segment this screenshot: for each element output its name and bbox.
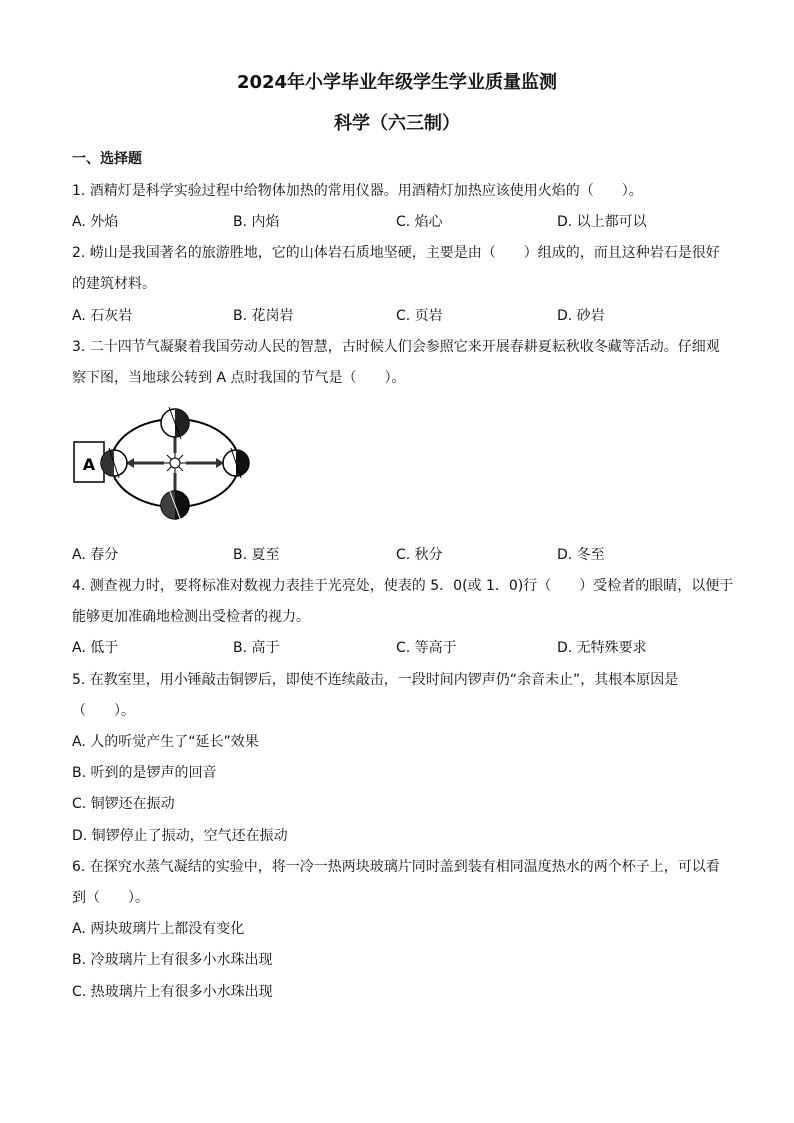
question-3-text: 3. 二十四节气凝聚着我国劳动人民的智慧，古时候人们会参照它来开展春耕夏耘秋收冬藏等活动。仔细观 — [72, 339, 720, 355]
question-6-text: 6. 在探究水蒸气凝结的实验中，将一冷一热两块玻璃片同时盖到装有相同温度热水的两个杯子上，可以看 — [72, 859, 720, 875]
exam-subtitle: 科学（六三制） — [334, 113, 460, 134]
question-2-text-cont: 的建筑材料。 — [72, 276, 156, 292]
option-a[interactable]: A. 外焰 — [72, 214, 119, 230]
question-4-options — [0, 638, 794, 658]
question-6-text-cont: 到（ ）。 — [72, 890, 149, 906]
option-c[interactable]: C. 等高于 — [396, 640, 457, 656]
section-heading: 一、选择题 — [72, 151, 142, 167]
question-5-text-cont: （ ）。 — [72, 703, 135, 719]
option-c[interactable]: C. 焰心 — [396, 214, 443, 230]
question-5-option-a[interactable]: A. 人的听觉产生了“延长”效果 — [72, 734, 259, 750]
option-a[interactable]: A. 春分 — [72, 547, 119, 563]
earth-top — [161, 407, 189, 439]
question-5-option-d[interactable]: D. 铜锣停止了振动，空气还在振动 — [72, 828, 288, 844]
question-4-text-cont: 能够更加准确地检测出受检者的视力。 — [72, 609, 310, 625]
option-a[interactable]: A. 低于 — [72, 640, 119, 656]
question-1-text: 1. 酒精灯是科学实验过程中给物体加热的常用仪器。用酒精灯加热应该使用火焰的（ ）。 — [72, 183, 643, 199]
earth-left — [101, 448, 127, 478]
question-5-text: 5. 在教室里，用小锤敲击铜锣后，即使不连续敲击，一段时间内锣声仍“余音未止”，其根本原因是 — [72, 672, 679, 688]
option-d[interactable]: D. 无特殊要求 — [557, 640, 647, 656]
option-b[interactable]: B. 内焰 — [233, 214, 280, 230]
question-1-options — [0, 212, 794, 232]
question-3-options — [0, 545, 794, 565]
option-c[interactable]: C. 页岩 — [396, 308, 443, 324]
option-d[interactable]: D. 冬至 — [557, 547, 605, 563]
question-6-option-b[interactable]: B. 冷玻璃片上有很多小水珠出现 — [72, 952, 273, 968]
question-5-option-c[interactable]: C. 铜锣还在振动 — [72, 796, 175, 812]
question-2-options — [0, 306, 794, 326]
exam-title: 2024年小学毕业年级学生学业质量监测 — [236, 72, 558, 93]
option-d[interactable]: D. 砂岩 — [557, 308, 605, 324]
option-b[interactable]: B. 夏至 — [233, 547, 280, 563]
option-b[interactable]: B. 花岗岩 — [233, 308, 294, 324]
question-6-option-c[interactable]: C. 热玻璃片上有很多小水珠出现 — [72, 984, 273, 1000]
question-3-text-cont: 察下图，当地球公转到 A 点时我国的节气是（ ）。 — [72, 370, 406, 386]
earth-orbit-figure — [72, 397, 252, 537]
question-2-text: 2. 崂山是我国著名的旅游胜地，它的山体岩石质地坚硬，主要是由（ ）组成的，而且这种岩石是很好 — [72, 245, 720, 261]
question-5-option-b[interactable]: B. 听到的是锣声的回音 — [72, 765, 217, 781]
earth-right — [223, 448, 249, 478]
option-c[interactable]: C. 秋分 — [396, 547, 443, 563]
option-b[interactable]: B. 高于 — [233, 640, 280, 656]
option-d[interactable]: D. 以上都可以 — [557, 214, 647, 230]
option-a[interactable]: A. 石灰岩 — [72, 308, 133, 324]
earth-bottom — [161, 489, 189, 521]
point-a-label: A — [82, 455, 96, 474]
question-4-text: 4. 测查视力时，要将标准对数视力表挂于光亮处，使表的 5．0(或 1．0)行（ ）受检者的眼睛，以便于 — [72, 578, 734, 594]
question-6-option-a[interactable]: A. 两块玻璃片上都没有变化 — [72, 921, 245, 937]
